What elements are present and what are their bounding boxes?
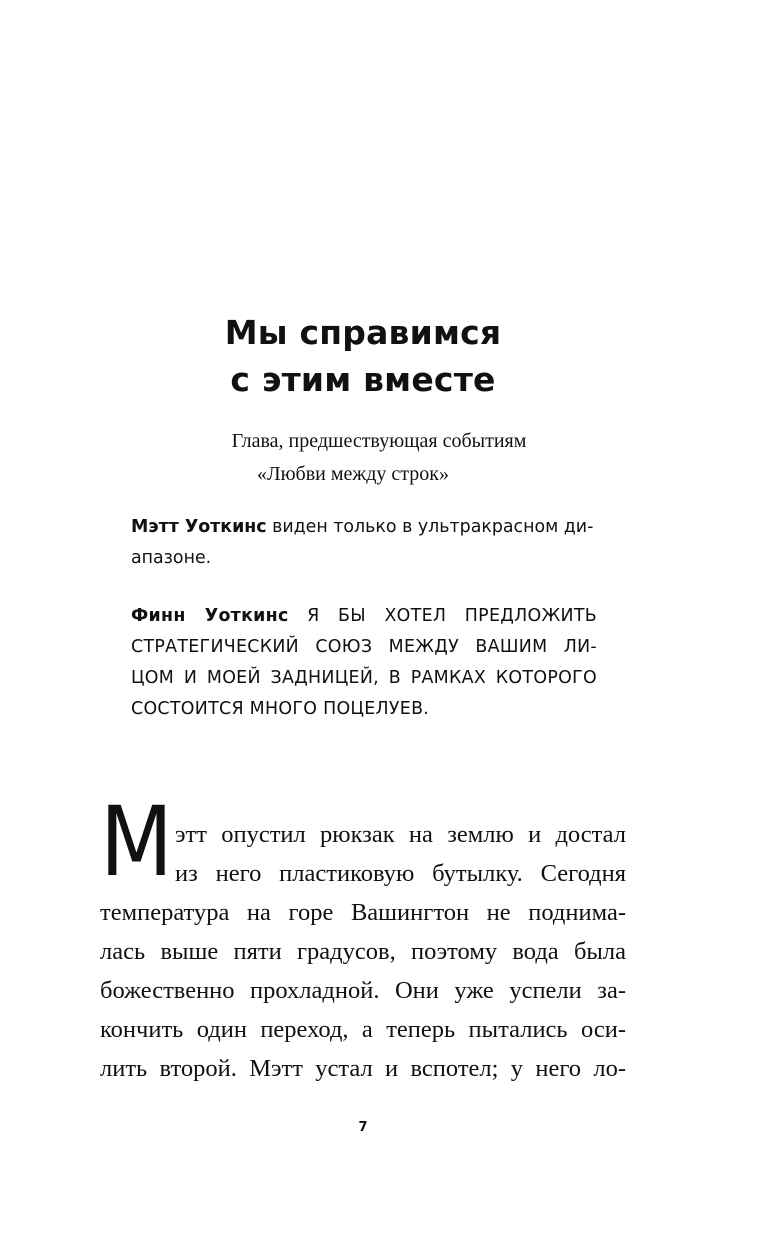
page-number: 7 [358,1120,368,1135]
chat-message-matt [131,512,597,574]
body-line: божественно прохладной. Они уже успели за- [100,977,626,1004]
message-author: Мэтт Уоткинс [131,517,267,537]
body-text [100,815,626,1088]
message-text: СОСТОИТСЯ МНОГО ПОЦЕЛУЕВ. [131,699,430,719]
body-line: лась выше пяти градусов, поэтому вода была [100,938,626,965]
message-author: Финн Уоткинс [131,606,289,626]
chapter-subtitle-line-1: Глава, предшествующая событиям [231,430,527,452]
message-text: Я БЫ ХОТЕЛ ПРЕДЛОЖИТЬ [307,606,597,626]
chapter-title-line-1: Мы справимся [224,313,502,352]
message-text: виден только в ультракрасном ди- [272,517,594,537]
message-line [131,512,597,543]
body-line: лить второй. Мэтт устал и вспотел; у него ло- [100,1055,626,1082]
message-text: ЦОМ И МОЕЙ ЗАДНИЦЕЙ, В РАМКАХ КОТОРОГО [131,668,597,688]
body-line: температура на горе Вашингтон не поднима- [100,899,626,926]
body-line: из него пластиковую бутылку. Сегодня [175,860,626,887]
chat-message-finn [131,601,597,725]
chapter-title-line-2: с этим вместе [230,360,496,399]
chapter-subtitle-line-2: «Любви между строк» [257,463,449,485]
drop-cap-letter: М [100,786,173,898]
message-line [131,601,597,632]
message-text: апазоне. [131,548,212,568]
body-line: кончить один переход, а теперь пытались оси- [100,1016,626,1043]
body-line: этт опустил рюкзак на землю и достал [175,821,626,848]
message-text: СТРАТЕГИЧЕСКИЙ СОЮЗ МЕЖДУ ВАШИМ ЛИ- [131,637,597,657]
